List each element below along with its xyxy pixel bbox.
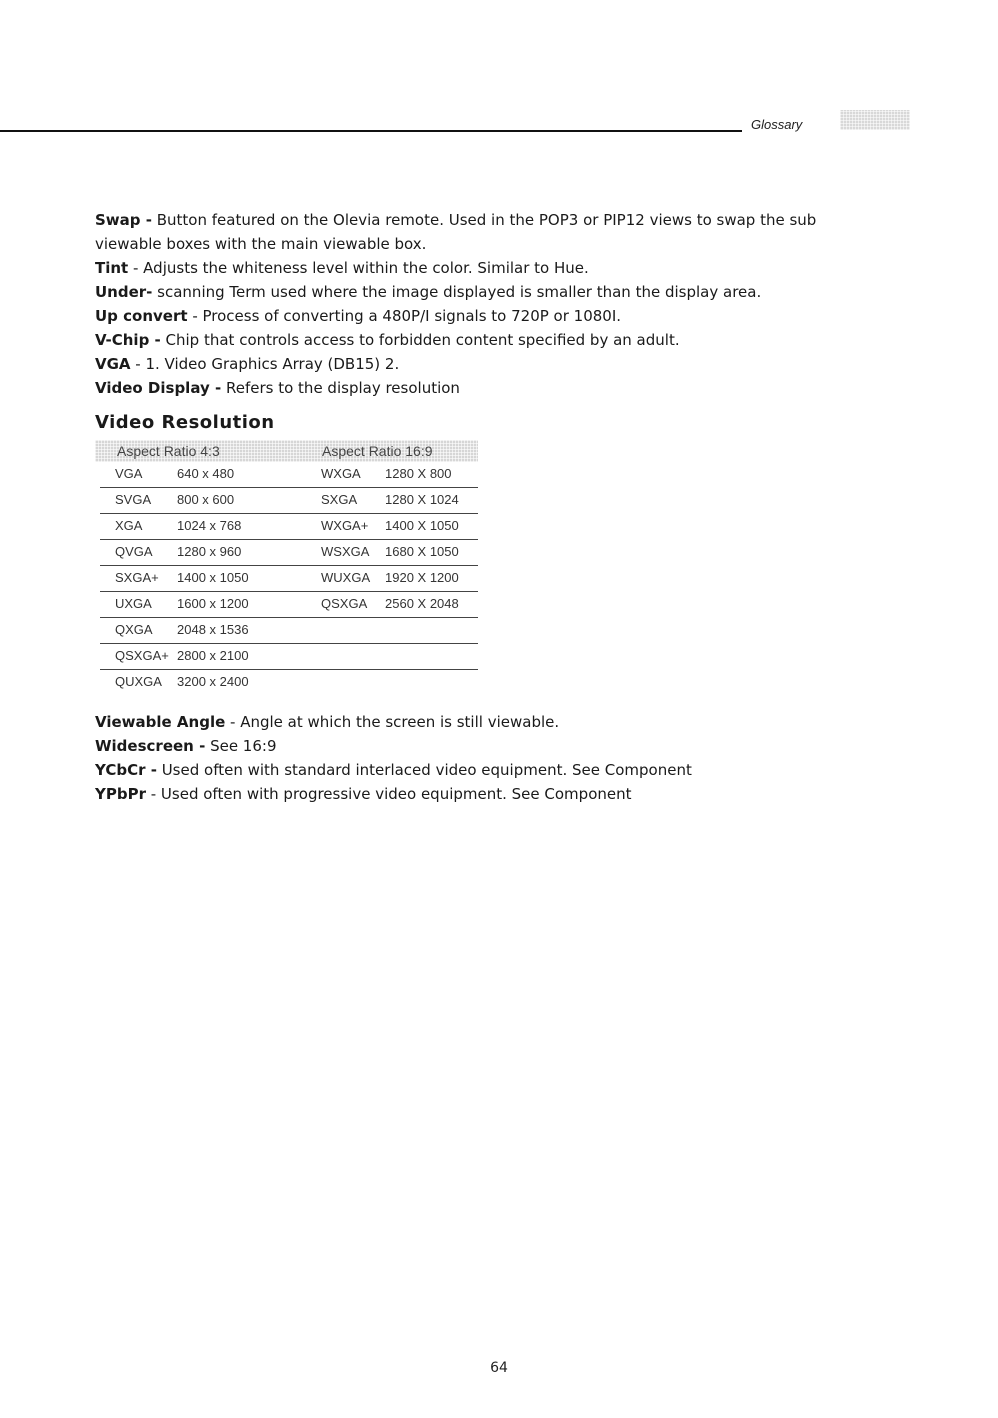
glossary-term: Viewable Angle [95,713,226,731]
glossary-term: Tint [95,259,129,277]
glossary-term: YCbCr - [95,761,157,779]
table-cell: WXGA+ [321,518,369,533]
table-row [100,514,478,540]
table-cell: QXGA [115,622,153,637]
glossary-definition: - Process of converting a 480P/I signals to 720P or 1080I. [187,307,622,325]
table-cell: 2048 x 1536 [177,622,249,637]
table-row [100,566,478,592]
table-header [95,440,478,462]
table-cell: UXGA [115,596,152,611]
glossary-entry-up-convert [95,304,885,328]
table-cell: XGA [115,518,143,533]
glossary-entries-top [95,208,885,400]
glossary-term: Up convert [95,307,188,325]
table-cell: QSXGA+ [115,648,169,663]
table-cell: 2560 X 2048 [385,596,459,611]
glossary-entry-swap [95,208,885,256]
page-section-title: Glossary [751,117,803,132]
glossary-definition: - Angle at which the screen is still viewable. [225,713,560,731]
glossary-definition: Refers to the display resolution [221,379,460,397]
glossary-term: Under- [95,283,153,301]
glossary-entry-tint [95,256,885,280]
glossary-entry-video-display [95,376,885,400]
table-cell: 800 x 600 [177,492,235,507]
table-cell: 1400 X 1050 [385,518,459,533]
glossary-definition: See 16:9 [205,737,277,755]
table-cell: 640 x 480 [177,466,235,481]
table-row [100,670,478,695]
glossary-entries-bottom [95,710,885,806]
table-row [100,644,478,670]
video-resolution-table [95,440,478,695]
glossary-definition: - Used often with progressive video equipment. See Component [145,785,632,803]
glossary-term: Widescreen - [95,737,206,755]
table-row [100,540,478,566]
table-cell: 1400 x 1050 [177,570,249,585]
glossary-term: Video Display - [95,379,222,397]
glossary-term: V-Chip - [95,331,161,349]
glossary-entry-ypbpr [95,782,885,806]
glossary-definition: Used often with standard interlaced video equipment. See Component [156,761,692,779]
table-cell: QSXGA [321,596,368,611]
table-cell: 1600 x 1200 [177,596,249,611]
glossary-entry-vga [95,352,885,376]
table-cell: QVGA [115,544,153,559]
table-cell: 3200 x 2400 [177,674,249,689]
page-number: 64 [490,1360,508,1376]
header-aspect-4-3: Aspect Ratio 4:3 [117,443,220,459]
table-cell: SXGA [321,492,358,507]
glossary-entry-under-scanning [95,280,885,304]
table-cell: 1280 x 960 [177,544,242,559]
table-cell: VGA [115,466,143,481]
table-row [100,592,478,618]
table-cell: 1280 X 800 [385,466,452,481]
video-resolution-heading: Video Resolution [95,412,275,433]
glossary-definition: Chip that controls access to forbidden content specified by an adult. [160,331,680,349]
table-row [100,462,478,488]
table-row [100,488,478,514]
table-row [100,618,478,644]
glossary-definition: Button featured on the Olevia remote. Used in the POP3 or PIP12 views to swap the sub viewable boxes with the main viewable box. [95,211,817,253]
glossary-definition: - Adjusts the whiteness level within the color. Similar to Hue. [128,259,589,277]
table-cell: WXGA [321,466,361,481]
table-cell: WUXGA [321,570,371,585]
table-cell: 1280 X 1024 [385,492,459,507]
table-cell: 1680 X 1050 [385,544,459,559]
glossary-entry-ycbcr [95,758,885,782]
glossary-term: VGA [95,355,131,373]
table-cell: SVGA [115,492,152,507]
table-cell: WSXGA [321,544,370,559]
table-cell: 1920 X 1200 [385,570,459,585]
table-cell: 2800 x 2100 [177,648,249,663]
table-cell: QUXGA [115,674,162,689]
glossary-entry-v-chip [95,328,885,352]
header-tab-decoration [840,110,910,130]
glossary-definition: scanning Term used where the image displayed is smaller than the display area. [152,283,762,301]
header-rule [0,130,742,132]
glossary-term: YPbPr [95,785,146,803]
table-cell: SXGA+ [115,570,159,585]
header-aspect-16-9: Aspect Ratio 16:9 [322,443,433,459]
glossary-definition: - 1. Video Graphics Array (DB15) 2. [130,355,400,373]
glossary-entry-viewable-angle [95,710,885,734]
glossary-entry-widescreen [95,734,885,758]
table-cell: 1024 x 768 [177,518,242,533]
glossary-term: Swap - [95,211,152,229]
